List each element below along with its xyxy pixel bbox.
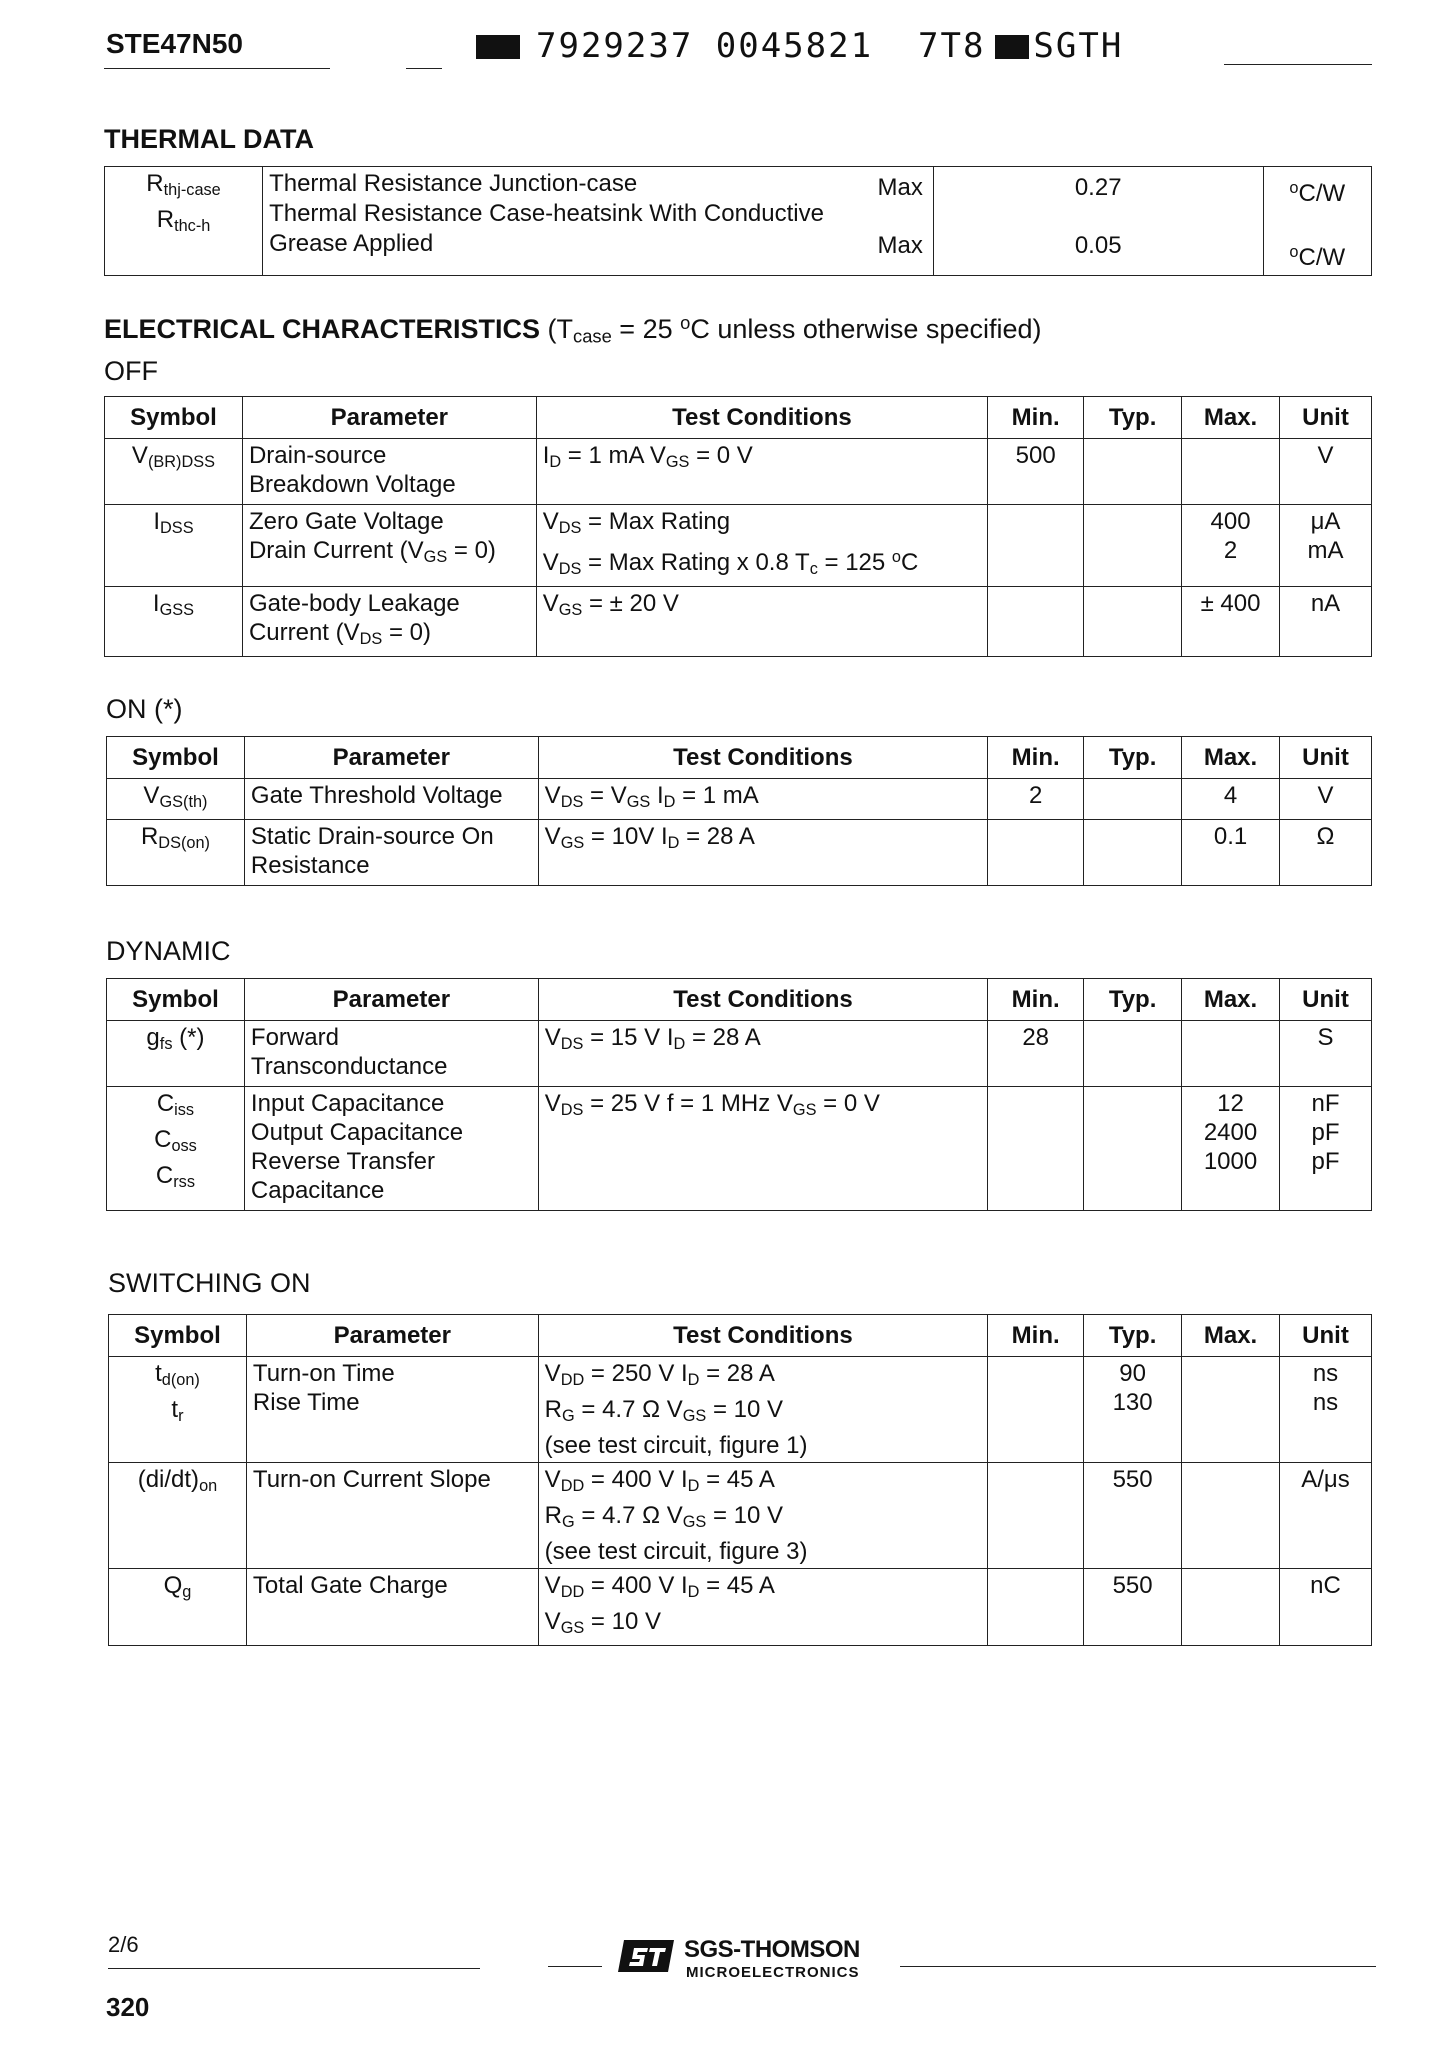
barcode-text-3: SGTH [1033,26,1124,66]
unit-cell: nF pF pF [1280,1087,1372,1211]
dynamic-title: DYNAMIC [106,936,231,966]
on-title: ON (*) [106,694,183,724]
thermal-value-1: 0.27 [1074,174,1122,201]
header-rule-right [1224,64,1372,65]
param-cell: Turn-on Current Slope [246,1463,538,1569]
col-max: Max. [1182,979,1280,1021]
col-parameter: Parameter [244,737,538,779]
max-cell [1182,1357,1280,1463]
param-cell: Forward Transconductance [244,1021,538,1087]
max-cell: 4 [1182,779,1280,820]
barcode-line [476,26,1123,66]
dynamic-table [106,978,1372,1211]
test-cell: $V_{DD} = 250$ V $I_D = 28$ A $R_G = 4.7$ Ω $V_{GS} = 10$ V (see test circuit, figure 1) [538,1357,988,1463]
table-header-row [109,1315,1372,1357]
typ-cell [1084,1087,1182,1211]
typ-cell [1084,505,1182,587]
thermal-value-2: 0.05 [1074,232,1122,259]
param-cell: Gate Threshold Voltage [244,779,538,820]
symbol-cell: $Q_g$ [109,1569,247,1646]
table-row [107,779,1372,820]
footer-rule-right [900,1966,1376,1967]
symbol-cell: $C_{iss}$ $C_{oss}$ $C_{rss}$ [107,1087,245,1211]
col-typ: Typ. [1084,397,1182,439]
col-symbol: Symbol [105,397,243,439]
min-cell: 2 [988,779,1084,820]
unit-cell: V [1280,779,1372,820]
table-header-row [107,737,1372,779]
max-cell [1182,1463,1280,1569]
thermal-value-cell [933,167,1263,276]
col-max: Max. [1182,737,1280,779]
test-cell: $I_D = 1$ mA $V_{GS} = 0$ V [536,439,988,505]
param-cell: Drain-source Breakdown Voltage [242,439,536,505]
col-symbol: Symbol [107,979,245,1021]
col-symbol: Symbol [107,737,245,779]
col-min: Min. [988,1315,1084,1357]
param-cell: Gate-body Leakage Current $(V_{DS} = 0)$ [242,587,536,657]
symbol-cell: $V_{GS(th)}$ [107,779,245,820]
footer-rule-left [108,1968,480,1969]
col-unit: Unit [1280,1315,1372,1357]
test-cell: $V_{DS} = 25$ V f = 1 MHz $V_{GS} = 0$ V [538,1087,987,1211]
typ-cell [1084,439,1182,505]
header-rule-left [104,68,330,69]
max-cell: 0.1 [1182,820,1280,886]
col-test: Test Conditions [538,737,988,779]
table-row [109,1357,1372,1463]
thermal-symbol-cell: $R_{thj-case}$ $R_{thc-h}$ [105,167,263,276]
param-cell: Total Gate Charge [246,1569,538,1646]
symbol-cell: $I_{GSS}$ [105,587,243,657]
unit-cell: S [1280,1021,1372,1087]
table-header-row [107,979,1372,1021]
test-cell: $V_{GS}$ = ± 20 V [536,587,988,657]
off-title: OFF [104,356,158,386]
part-number: STE47N50 [106,28,243,59]
min-cell [988,1463,1084,1569]
table-row [105,587,1372,657]
min-cell [988,1087,1084,1211]
col-typ: Typ. [1084,737,1182,779]
electrical-title: ELECTRICAL CHARACTERISTICS [104,314,541,345]
table-header-row [105,397,1372,439]
header-rule-mid [406,68,442,69]
table-row [107,1021,1372,1087]
thermal-param-2: Thermal Resistance Case-heatsink With Conductive [269,200,824,227]
thermal-param-2b: Grease Applied [269,230,434,257]
symbol-cell: $t_{d(on)}$ $t_r$ [109,1357,247,1463]
col-test: Test Conditions [536,397,988,439]
footer-rule-mid [548,1966,602,1967]
max-cell: 400 2 [1182,505,1280,587]
col-unit: Unit [1280,737,1372,779]
col-test: Test Conditions [538,1315,988,1357]
max-cell [1182,1021,1280,1087]
test-cell: $V_{DD} = 400$ V $I_D = 45$ A $R_G = 4.7$ Ω $V_{GS} = 10$ V (see test circuit, figure 3) [538,1463,988,1569]
barcode-text-2: 7T8 [918,26,986,66]
symbol-cell: $(di/dt)_{on}$ [109,1463,247,1569]
param-cell: Turn-on Time Rise Time [246,1357,538,1463]
max-cell: 12 2400 1000 [1182,1087,1280,1211]
unit-cell: Ω [1280,820,1372,886]
table-row [109,1569,1372,1646]
min-cell: 28 [988,1021,1084,1087]
col-max: Max. [1182,397,1280,439]
thermal-param-cell [263,167,934,276]
symbol-cell: $g_{fs}$ (*) [107,1021,245,1087]
typ-cell [1084,587,1182,657]
min-cell: 500 [988,439,1084,505]
thermal-qual-2: Max [877,232,923,259]
min-cell [988,1569,1084,1646]
thermal-row [105,167,1372,276]
symbol-cell: $I_{DSS}$ [105,505,243,587]
st-logo-icon [618,1938,676,1974]
col-min: Min. [988,397,1084,439]
barcode-text-1: 7929237 0045821 [536,26,874,66]
test-cell: $V_{DD} = 400$ V $I_D = 45$ A $V_{GS} = 10$ V [538,1569,988,1646]
on-table [106,736,1372,886]
symbol-cell: $R_{DS(on)}$ [107,820,245,886]
col-parameter: Parameter [246,1315,538,1357]
unit-cell: nC [1280,1569,1372,1646]
max-cell [1182,439,1280,505]
col-min: Min. [988,737,1084,779]
switching-table [108,1314,1372,1646]
table-row [107,820,1372,886]
thermal-table [104,166,1372,276]
off-table [104,396,1372,657]
min-cell [988,820,1084,886]
barcode-block-1 [476,35,520,59]
col-typ: Typ. [1084,979,1182,1021]
min-cell [988,1357,1084,1463]
typ-cell: 550 [1084,1463,1182,1569]
company-name: SGS-THOMSON [684,1936,860,1963]
barcode-block-2 [995,35,1029,59]
test-cell: $V_{DS} = 15$ V $I_D = 28$ A [538,1021,987,1087]
test-cell: $V_{DS} = V_{GS}$ $I_D = 1$ mA [538,779,988,820]
unit-cell: V [1280,439,1372,505]
electrical-title-line [104,312,1042,348]
typ-cell [1084,1021,1182,1087]
min-cell [988,587,1084,657]
typ-cell: 550 [1084,1569,1182,1646]
thermal-param-1: Thermal Resistance Junction-case [269,170,638,197]
col-max: Max. [1182,1315,1280,1357]
symbol-cell: $V_{(BR)DSS}$ [105,439,243,505]
typ-cell [1084,820,1182,886]
col-unit: Unit [1280,397,1372,439]
max-cell: ± 400 [1182,587,1280,657]
param-cell: Zero Gate Voltage Drain Current $(V_{GS} = 0)$ [242,505,536,587]
unit-cell: μA mA [1280,505,1372,587]
min-cell [988,505,1084,587]
table-row [105,439,1372,505]
col-parameter: Parameter [244,979,538,1021]
thermal-qual-1: Max [877,174,923,201]
param-cell: Input Capacitance Output Capacitance Reverse Transfer Capacitance [244,1087,538,1211]
unit-cell: ns ns [1280,1357,1372,1463]
col-typ: Typ. [1084,1315,1182,1357]
col-unit: Unit [1280,979,1372,1021]
page-number: 2/6 [108,1932,139,1957]
max-cell [1182,1569,1280,1646]
page-number-2: 320 [106,1992,150,2022]
test-cell: $V_{DS}$ = Max Rating $V_{DS}$ = Max Rating x 0.8 $T_c = 125$ $^o$C [536,505,988,587]
col-symbol: Symbol [109,1315,247,1357]
company-division: MICROELECTRONICS [686,1964,860,1981]
col-min: Min. [988,979,1084,1021]
switching-title: SWITCHING ON [108,1268,311,1298]
thermal-title: THERMAL DATA [104,124,314,154]
unit-cell: A/μs [1280,1463,1372,1569]
col-test: Test Conditions [538,979,987,1021]
typ-cell [1084,779,1182,820]
table-row [105,505,1372,587]
param-cell: Static Drain-source On Resistance [244,820,538,886]
electrical-conditions: ($T_{case} = 25$ $^o$C unless otherwise specified) [547,312,1042,347]
thermal-unit-cell: $^o$C/W $^o$C/W [1263,167,1371,276]
test-cell: $V_{GS} = 10V$ $I_D = 28$ A [538,820,988,886]
table-row [109,1463,1372,1569]
typ-cell: 90 130 [1084,1357,1182,1463]
unit-cell: nA [1280,587,1372,657]
table-row [107,1087,1372,1211]
col-parameter: Parameter [242,397,536,439]
